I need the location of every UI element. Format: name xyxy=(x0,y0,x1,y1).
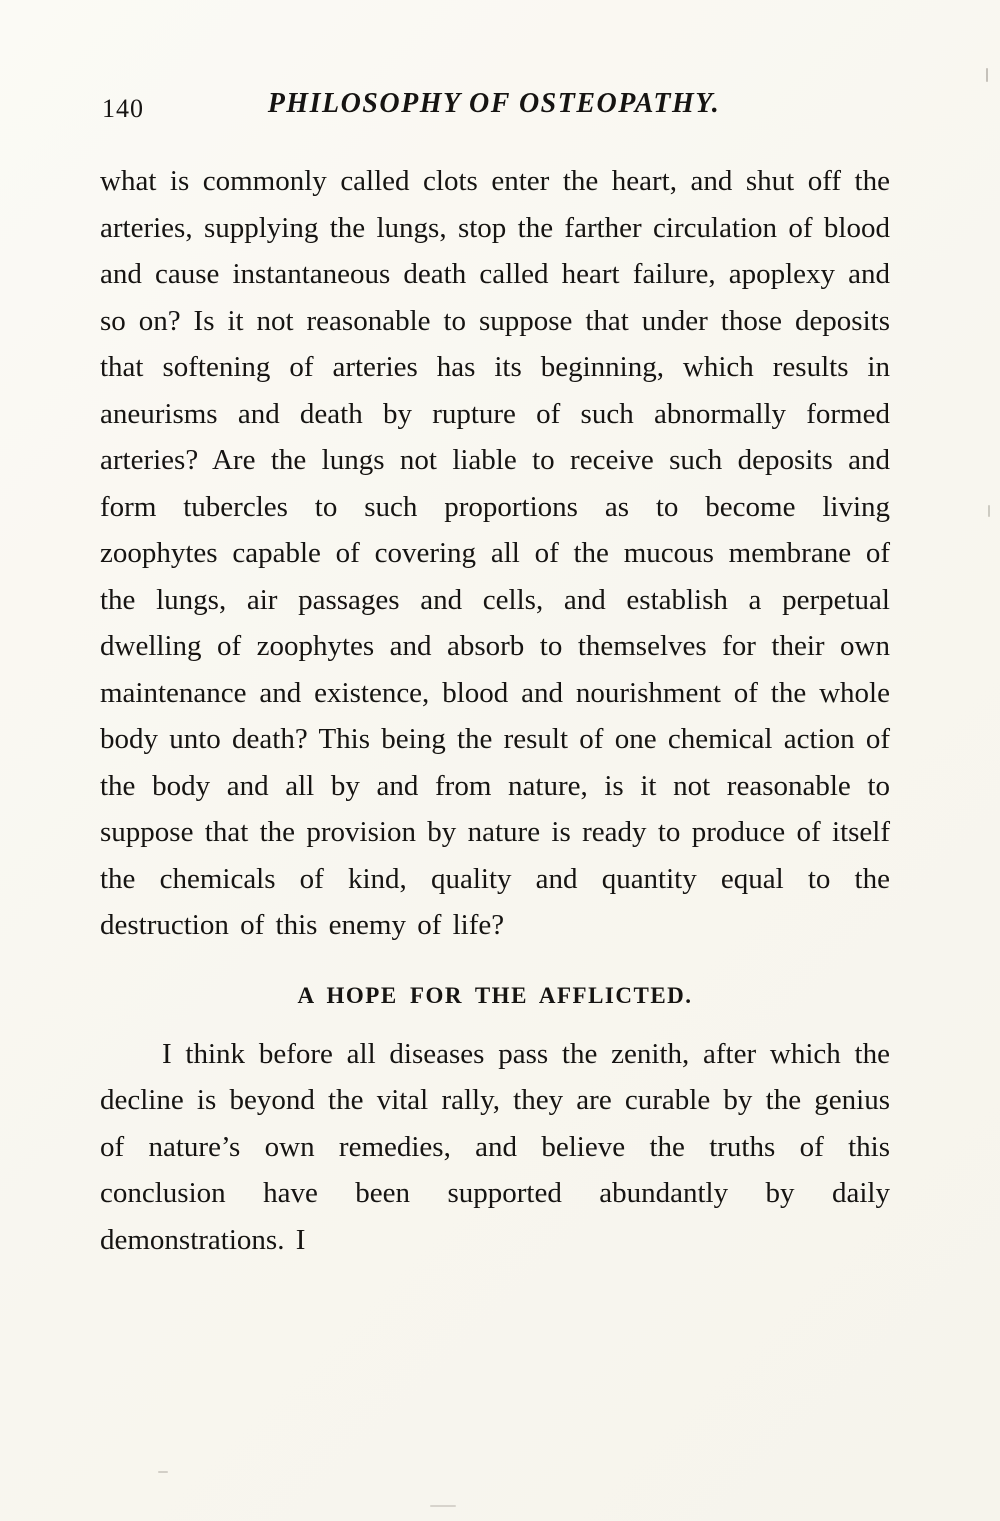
scan-artifact xyxy=(988,505,990,517)
page-body xyxy=(100,158,890,1263)
page-number: 140 xyxy=(102,94,144,123)
scan-artifact xyxy=(430,1505,456,1507)
paragraph-hope: I think before all diseases pass the zenith, after which the decline is beyond the vital rally, they are curable by the genius of nature’s own remedies, and believe the truths of this conclusion have been supported abundantly by daily demonstrations. I xyxy=(100,1037,890,1256)
section-heading: A HOPE FOR THE AFFLICTED. xyxy=(297,982,693,1008)
scan-artifact xyxy=(158,1471,168,1473)
scan-artifact xyxy=(986,68,988,82)
running-title: PHILOSOPHY OF OSTEOPATHY. xyxy=(267,88,721,119)
page-header xyxy=(100,88,888,128)
paragraph-continuation: what is commonly called clots enter the heart, and shut off the arteries, supplying the lungs, stop the farther circulation of blood and cause instantaneous death called heart failure, apoplexy and so on? Is it not reasonable to suppose that under those deposits that softening of arteries has its beginning, which results in aneurisms and death by rupture of such abnormally formed arteries? Are the lungs not liable to receive such deposits and form tubercles to such proportions as to become living zoophytes capable of covering all of the mucous membrane of the lungs, air passages and cells, and establish a perpetual dwelling of zoophytes and absorb to themselves for their own maintenance and existence, blood and nourishment of the whole body unto death? This being the result of one chemical action of the body and all by and from nature, is it not reasonable to suppose that the provision by nature is ready to produce of itself the chemicals of kind, quality and quantity equal to the destruction of this enemy of life? xyxy=(100,165,890,941)
